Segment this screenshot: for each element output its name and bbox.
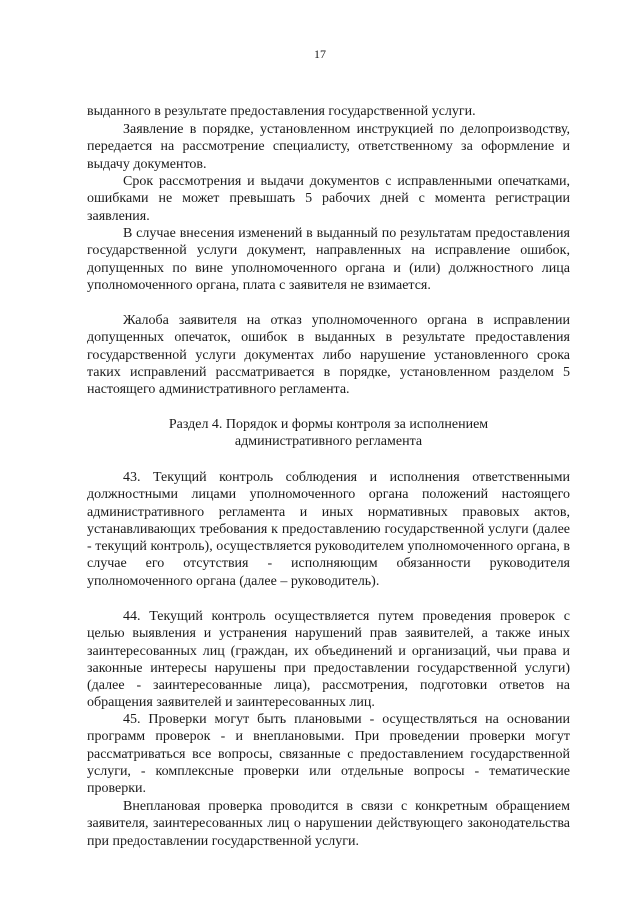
paragraph-continuation: выданного в результате предоставления государственной услуги.	[87, 104, 476, 119]
paragraph-complaint: Жалоба заявителя на отказ уполномоченного органа в исправлении допущенных опечаток, ошибок в выданных в результате предоставления государственной услуги документах либо нарушение установленного срока таких исправлений рассматривается в порядке, установленном разделом 5 настоящего административного регламента.	[87, 313, 570, 398]
paragraph-correction-term: Срок рассмотрения и выдачи документов с исправленными опечатками, ошибками не может превышать 5 рабочих дней с момента регистрации заявления.	[87, 174, 570, 224]
paragraph-application-transfer: Заявление в порядке, установленном инструкцией по делопроизводству, передается на рассмотрение специалисту, ответственному за оформление и выдачу документов.	[87, 122, 570, 172]
clause-43: 43. Текущий контроль соблюдения и исполнения ответственными должностными лицами уполномоченного органа положений настоящего административного регламента и иных нормативных правовых актов, устанавливающих требования к предоставлению государственной услуги (далее - текущий контроль), осуществляется руководителем уполномоченного органа, в случае его отсутствия - исполняющим обязанности руководителя уполномоченного органа (далее – руководитель).	[87, 470, 570, 589]
clause-44: 44. Текущий контроль осуществляется путем проведения проверок с целью выявления и устранения нарушений прав заявителей, а также иных заинтересованных лиц (граждан, их объединений и организаций, чьи права и законные интересы нарушены при предоставлении государственной услуги) (далее - заинтересованные лица), рассмотрения, подготовки ответов на обращения заявителей и заинтересованных лиц.	[87, 609, 570, 711]
section-heading	[87, 416, 570, 451]
paragraph-no-fee: В случае внесения изменений в выданный по результатам предоставления государственной услуги документ, направленных на исправление ошибок, допущенных по вине уполномоченного органа и (или) должностного лица уполномоченного органа, плата с заявителя не взимается.	[87, 226, 570, 293]
clause-45: 45. Проверки могут быть плановыми - осуществляться на основании программ проверок - и внеплановыми. При проведении проверки могут рассматриваться все вопросы, связанные с предоставлением государственной услуги, - комплексные проверки или отдельные вопросы - тематические проверки.	[87, 712, 570, 797]
section-heading-line-1: Раздел 4. Порядок и формы контроля за исполнением	[168, 417, 489, 432]
paragraph-unscheduled-inspection: Внеплановая проверка проводится в связи с конкретным обращением заявителя, заинтересованных лиц о нарушении действующего законодательства при предоставлении государственной услуги.	[87, 799, 570, 849]
section-heading-line-2: административного регламента	[234, 434, 423, 450]
page-number: 17	[314, 47, 326, 61]
